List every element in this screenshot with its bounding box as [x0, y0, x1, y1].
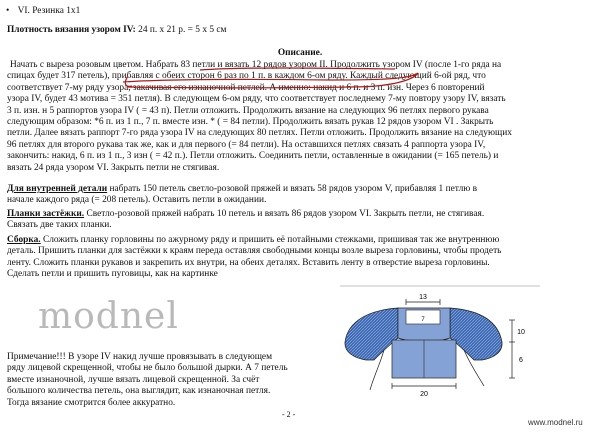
inner-part-section: [7, 184, 477, 207]
placket-section: [7, 209, 484, 232]
watermark-logo: modnel: [38, 296, 179, 337]
placket-label: Планки застёжки.: [7, 209, 85, 219]
placket-line: Светло-розовой пряжей набрать 10 петель и вязать 86 рядов узором VI. Закрыть петли, не стягивая.: [84, 209, 485, 219]
assembly-line: ленту. Сложить планки рукавов и закрепить их внутри, на обеих деталях. Вставить ленту в отверстие выреза горловины.: [7, 257, 490, 268]
density-value: 24 п. х 21 р. = 5 х 5 см: [135, 25, 227, 35]
site-watermark: www.modnel.ru: [528, 418, 583, 427]
inner-part-line: начале каждого ряда (= 208 петель). Оставить петли в ожидании.: [7, 195, 267, 206]
assembly-line: Сложить планку горловины по ажурному ряду и пришить её потайными стежками, пришивая так же внутреннюю: [40, 235, 500, 245]
assembly-label: Сборка.: [7, 235, 41, 245]
left-sleeve-shape: [345, 308, 398, 360]
paragraph-line: узора IV, будет 43 мотива = 351 петля). В следующем 6-ом ряду, что соответствует последнему 7-му повтору узору IV, вязать: [7, 94, 506, 105]
paragraph-line: следующим образом: *6 п. из 1 п., 7 п. вместе изн. * ( = 84 петли). Продолжить вязать рукав 12 рядов узором VI . Закрыть: [7, 117, 494, 128]
bullet: •: [6, 6, 10, 16]
right-sleeve-shape: [450, 308, 502, 360]
density-label: Плотность вязания узором IV:: [7, 25, 136, 35]
section-title: VI. Резинка 1х1: [17, 6, 81, 16]
paragraph-line: спицах будет 317 петель), прибавляя с обеих сторон 6 раз по 1 п. в каждом 6-ом ряду. Каждый следующий 6-ой ряд, что: [7, 71, 486, 82]
dimension-mid-label: 7: [421, 317, 425, 323]
garment-diagram: [340, 280, 540, 400]
note-line: ряду лицевой скрещенной, чтобы не было большой дырки. А 7 петель: [7, 363, 288, 374]
description-title: Описание.: [277, 48, 323, 58]
note-line: Тогда вязание смотрится более аккуратно.: [7, 397, 176, 408]
dimension-top-label: 13: [419, 294, 427, 301]
dimension-side-lower-label: 6: [519, 357, 523, 364]
paragraph-line: петли. Далее вязать раппорт 7-го ряда узора IV на следующих 80 петлях. Петли отложить. Продолжить вязание на следующих: [7, 128, 512, 139]
paragraph-line: закончить: накид, 6 п. из 1 п., 3 изн ( = 42 п.). Петли отложить. Соединить петли, оставленные в ожидании (= 165 петель) и: [7, 151, 499, 162]
dimension-bottom-label: 20: [420, 391, 428, 398]
paragraph-line: вязать 24 ряда узором VI. Закрыть петли не стягивая.: [7, 162, 220, 173]
note-line: вместе изнаночной, лучше вязать лицевой скрещенной. За счёт: [7, 374, 260, 385]
inner-part-line: набрать 150 петель светло-розовой пряжей и вязать 58 рядов узором V, прибавляя 1 петлю в: [107, 184, 478, 194]
paragraph-line: 96 петлях для второго рукава так же, как и для первого (= 84 петли). На оставшихся петлях связать 4 раппорта узора IV,: [7, 139, 486, 150]
page-number: - 2 -: [282, 410, 296, 419]
note-line: большого количества петель, она выглядит, как изнаночная петля.: [7, 386, 271, 397]
dimension-side-upper-label: 10: [517, 329, 525, 336]
assembly-line: деталь. Пришить планки для застёжки к краям переда оставляя свободными концы возле выреза горловины, чтобы продеть: [7, 246, 502, 257]
assembly-line: Сделать петли и пришить пуговицы, как на картинке: [7, 269, 218, 280]
placket-line: Связать две таких планки.: [7, 220, 112, 231]
paragraph-line: Начать с выреза розовым цветом. Набрать 83 петли и вязать 12 рядов узором II. Продолжить узором IV (после 1-го ряда на: [10, 60, 502, 70]
paragraph-line: 3 п. изн. н 5 раппортов узора IV ( = 43 п). Петли отложить. Продолжить вязание на следующих 96 петлях первого рукава: [7, 105, 489, 116]
paragraph-line: соответствует 7-му ряду узора, закачивая его изнаночной петлей. А именно: накид и 6 п. и 3 п. изн. Через 6 повторений: [7, 82, 485, 93]
assembly-section: [7, 235, 501, 281]
note-section: [7, 352, 288, 409]
note-line: Примечание!!! В узоре IV накид лучше провязывать в следующем: [7, 352, 273, 362]
inner-part-label: Для внутренней детали: [7, 184, 108, 194]
